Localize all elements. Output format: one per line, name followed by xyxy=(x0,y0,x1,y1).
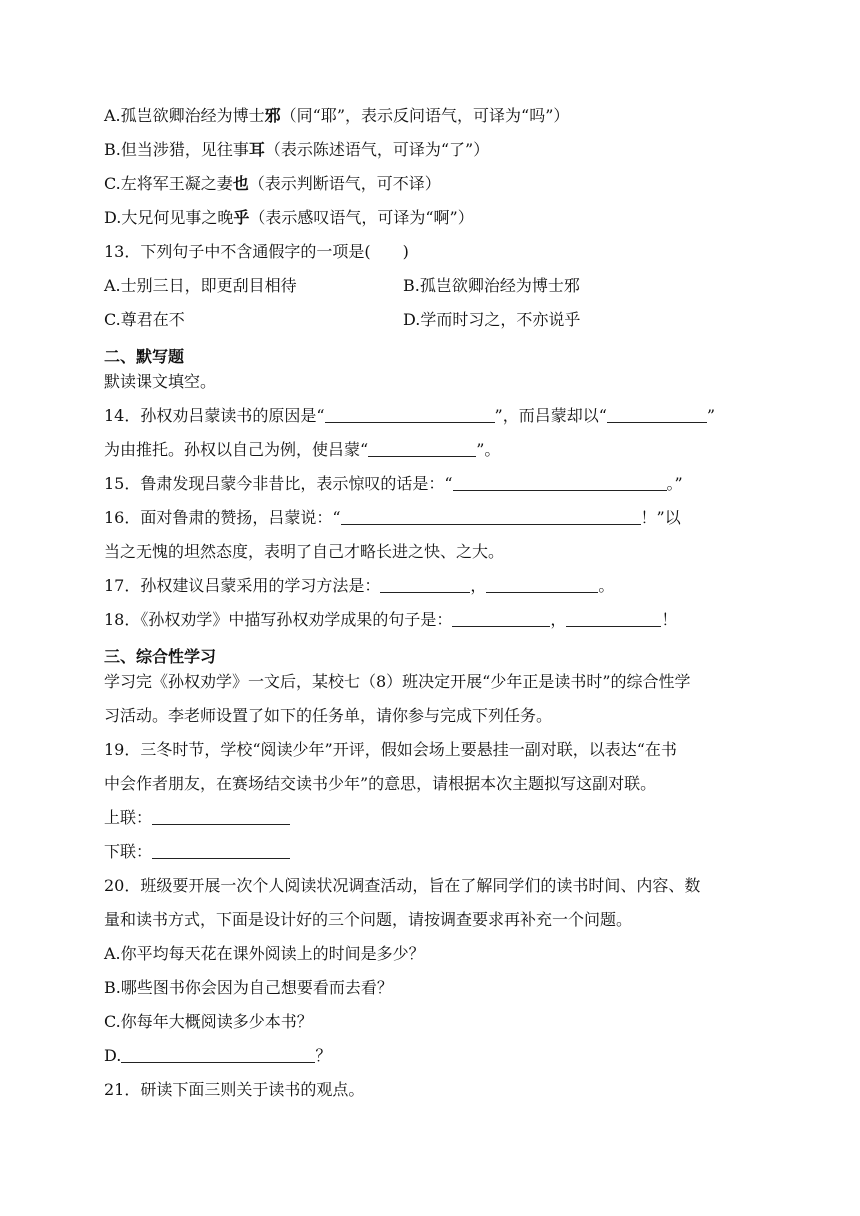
q16-line-1: 16．面对鲁肃的赞扬，吕蒙说：“ ！”以 xyxy=(104,508,681,527)
q14-line-2: 为由推托。孙权以自己为例，使吕蒙“ ”。 xyxy=(104,440,501,459)
q16-blank[interactable] xyxy=(341,509,641,525)
q13-option-c: C.尊君在不 xyxy=(104,310,185,329)
q21-stem: 21．研读下面三则关于读书的观点。 xyxy=(104,1080,365,1099)
q20-option-d: D. ？ xyxy=(104,1046,332,1065)
section-2-title: 二、默写题 xyxy=(104,347,185,366)
q13-option-d: D.学而时习之，不亦说乎 xyxy=(403,310,581,329)
q13-option-b: B.孤岂欲卿治经为博士邪 xyxy=(403,276,580,295)
q19-line-2: 中会作者朋友，在赛场结交读书少年”的意思，请根据本次主题拟写这副对联。 xyxy=(104,774,657,793)
q17-blank-2[interactable] xyxy=(486,577,598,593)
q14-blank-1[interactable] xyxy=(325,407,495,423)
section-3-title: 三、综合性学习 xyxy=(104,647,217,666)
q14-blank-2[interactable] xyxy=(607,407,707,423)
section-3-intro-2: 习活动。李老师设置了如下的任务单，请你参与完成下列任务。 xyxy=(104,706,553,725)
section-3-intro-1: 学习完《孙权劝学》一文后，某校七（8）班决定开展“少年正是读书时”的综合性学 xyxy=(104,672,691,691)
q14-blank-3[interactable] xyxy=(368,441,476,457)
q19-upper-couplet: 上联： xyxy=(104,808,290,828)
q14-line-1: 14．孙权劝吕蒙读书的原因是“ ”，而吕蒙却以“ ” xyxy=(104,406,716,425)
q13-stem: 13．下列句子中不含通假字的一项是( ) xyxy=(104,242,409,261)
q15-blank[interactable] xyxy=(453,475,667,491)
q18-line: 18．《孙权劝学》中描写孙权劝学成果的句子是： ， ！ xyxy=(104,610,678,629)
lower-couplet-blank[interactable] xyxy=(152,843,290,859)
q18-blank-2[interactable] xyxy=(566,611,661,627)
q12-option-b: B.但当涉猎，见往事耳（表示陈述语气，可译为“了”） xyxy=(104,140,490,159)
q20-option-b: B.哪些图书你会因为自己想要看而去看？ xyxy=(104,978,393,997)
q16-line-2: 当之无愧的坦然态度，表明了自己才略长进之快、之大。 xyxy=(104,542,505,561)
q19-lower-couplet: 下联： xyxy=(104,842,290,862)
q20-option-d-blank[interactable] xyxy=(121,1047,315,1063)
q12-option-c: C.左将军王凝之妻也（表示判断语气，可不译） xyxy=(104,174,441,193)
section-2-intro: 默读课文填空。 xyxy=(104,372,217,391)
q20-line-2: 量和读书方式，下面是设计好的三个问题，请按调查要求再补充一个问题。 xyxy=(104,910,633,929)
q19-line-1: 19．三冬时节，学校“阅读少年”开评，假如会场上要悬挂一副对联，以表达“在书 xyxy=(104,740,677,759)
q20-line-1: 20．班级要开展一次个人阅读状况调查活动，旨在了解同学们的读书时间、内容、数 xyxy=(104,876,701,895)
q12-option-a: A.孤岂欲卿治经为博士邪（同“耶”，表示反问语气，可译为“吗”） xyxy=(104,106,570,125)
q18-blank-1[interactable] xyxy=(452,611,550,627)
q17-blank-1[interactable] xyxy=(380,577,470,593)
q15-line: 15．鲁肃发现吕蒙今非昔比，表示惊叹的话是：“ 。” xyxy=(104,474,683,493)
q17-line: 17．孙权建议吕蒙采用的学习方法是： ， 。 xyxy=(104,576,615,595)
q12-option-d: D.大兄何见事之晚乎（表示感叹语气，可译为“啊”） xyxy=(104,208,474,227)
q20-option-a: A.你平均每天花在课外阅读上的时间是多少？ xyxy=(104,944,425,963)
upper-couplet-blank[interactable] xyxy=(152,809,290,825)
q13-option-a: A.士别三日，即更刮目相待 xyxy=(104,276,297,295)
q20-option-c: C.你每年大概阅读多少本书？ xyxy=(104,1012,313,1031)
